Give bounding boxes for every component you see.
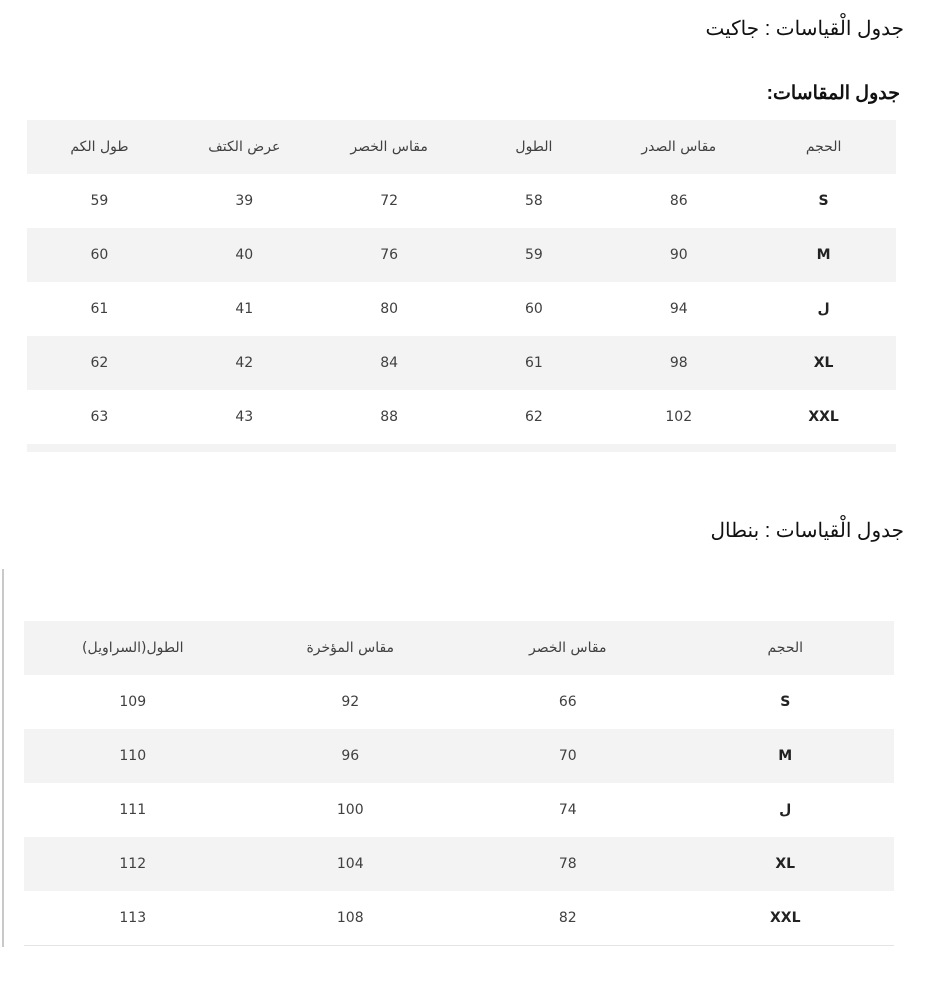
table-cell: 82: [558, 910, 577, 926]
table-cell: 94: [669, 301, 688, 317]
header-cell: مقاس المؤخرة: [306, 640, 395, 656]
table-cell: 88: [380, 409, 399, 425]
size-cell: ل: [779, 802, 792, 818]
table-cell: 98: [669, 355, 688, 371]
table-row: [24, 837, 894, 891]
table-cell: 110: [119, 748, 147, 764]
table-cell: 102: [665, 409, 693, 425]
table-cell: 109: [119, 694, 147, 710]
header-cell: الحجم: [805, 139, 842, 155]
table-cell: 92: [341, 694, 360, 710]
table-cell: 78: [558, 856, 577, 872]
table-cell: 86: [669, 193, 688, 209]
pants-size-chart-title: جدول الْقياسات : بنطال: [710, 520, 904, 542]
table-cell: 66: [558, 694, 577, 710]
header-cell: الحجم: [767, 640, 804, 656]
left-divider: [2, 569, 4, 947]
size-cell: XXL: [769, 910, 801, 926]
table-row: [27, 174, 896, 228]
table-row: [24, 783, 894, 837]
table-cell: 113: [119, 910, 147, 926]
table-cell: 62: [90, 355, 109, 371]
table-row: [27, 336, 896, 390]
size-cell: XL: [813, 355, 834, 371]
header-cell: مقاس الخصر: [529, 640, 607, 656]
table-cell: 39: [235, 193, 254, 209]
table-cell: 61: [90, 301, 109, 317]
table-header-row: [24, 621, 894, 675]
table-cell: 63: [90, 409, 109, 425]
table-row: [27, 282, 896, 336]
jacket-size-chart-title: جدول الْقياسات : جاكيت: [705, 18, 904, 40]
table-cell: 84: [380, 355, 399, 371]
size-cell: M: [816, 247, 831, 263]
table-cell: 43: [235, 409, 254, 425]
table-cell: 108: [336, 910, 364, 926]
table-cell: 40: [235, 247, 254, 263]
table-cell: 100: [336, 802, 364, 818]
size-cell: S: [780, 694, 791, 710]
table-cell: 59: [90, 193, 109, 209]
table-cell: 104: [336, 856, 364, 872]
table-cell: 112: [119, 856, 147, 872]
jacket-size-table: [27, 120, 896, 452]
header-cell: طول الكم: [70, 139, 129, 155]
table-row: [27, 390, 896, 448]
table-cell: 90: [669, 247, 688, 263]
table-cell: 74: [558, 802, 577, 818]
table-cell: 42: [235, 355, 254, 371]
header-cell: الطول(السراويل): [82, 640, 184, 656]
header-cell: عرض الكتف: [208, 139, 281, 155]
pants-size-table: [24, 621, 894, 946]
table-cell: 111: [119, 802, 147, 818]
table-cell: 72: [380, 193, 399, 209]
table-cell: 70: [558, 748, 577, 764]
table-cell: 60: [525, 301, 543, 317]
table-cell: 41: [235, 301, 254, 317]
size-cell: S: [818, 193, 829, 209]
jacket-size-table-subtitle: جدول المقاسات:: [766, 83, 900, 104]
table-row: [24, 675, 894, 729]
size-cell: M: [778, 748, 793, 764]
table-row: [27, 228, 896, 282]
table-cell: 96: [341, 748, 360, 764]
size-cell: XL: [775, 856, 796, 872]
table-cell: 58: [525, 193, 543, 209]
table-cell: 61: [525, 355, 543, 371]
table-cell: 80: [380, 301, 399, 317]
header-cell: مقاس الخصر: [350, 139, 428, 155]
table-header-row: [27, 120, 896, 174]
size-cell: ل: [817, 301, 830, 317]
table-cell: 60: [90, 247, 109, 263]
table-row: [24, 891, 894, 946]
header-cell: الطول: [515, 139, 553, 155]
header-cell: مقاس الصدر: [641, 139, 717, 155]
table-cell: 76: [380, 247, 399, 263]
table-cell: 62: [525, 409, 543, 425]
table-row: [24, 729, 894, 783]
size-cell: XXL: [808, 409, 839, 425]
table-cell: 59: [525, 247, 543, 263]
